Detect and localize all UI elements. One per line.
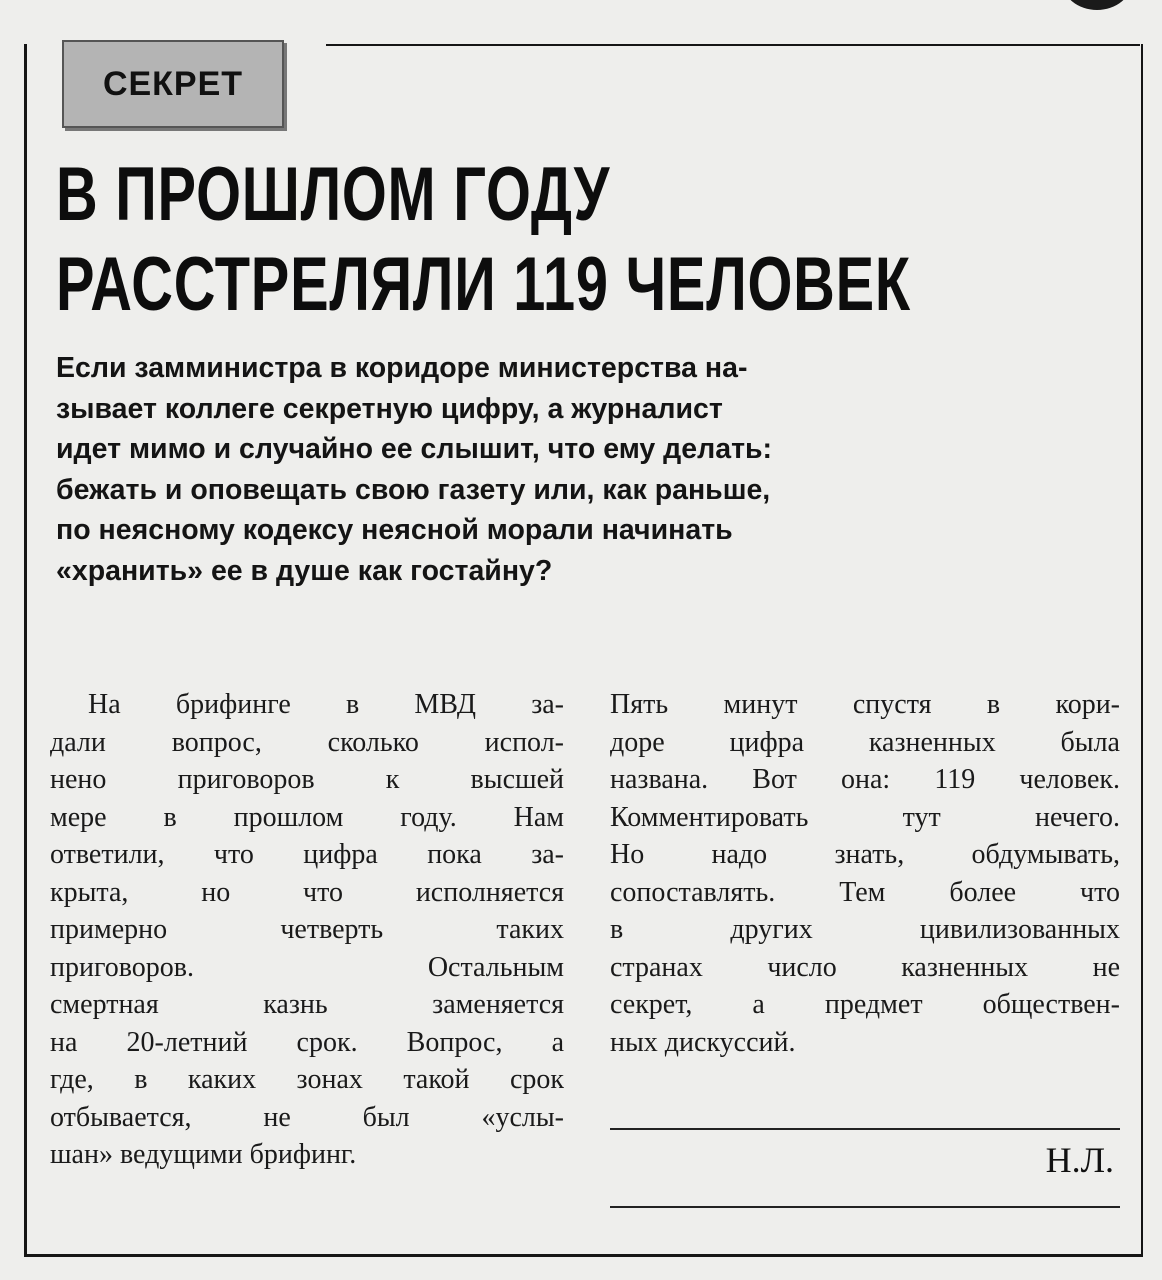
body-line: ответили, что цифра пока за- — [50, 839, 564, 870]
rubric-label: СЕКРЕТ — [102, 64, 244, 103]
body-line: Но надо знать, обдумывать, — [610, 839, 1120, 870]
lead-line: «хранить» ее в душе как гостайну? — [56, 554, 553, 587]
lead-line: идет мимо и случайно ее слышит, что ему делать: — [56, 433, 773, 465]
lead-line: зывает коллеге секретную цифру, а журналист — [56, 392, 723, 425]
article-headline — [56, 150, 911, 330]
body-line: шан» ведущими брифинг. — [50, 1139, 357, 1170]
body-line: в других цивилизованных — [610, 914, 1120, 945]
author-signature: Н.Л. — [1045, 1140, 1114, 1180]
body-line: доре цифра казненных была — [610, 726, 1120, 758]
lead-line: Если замминистра в коридоре министерства на- — [56, 352, 748, 384]
body-line: странах число казненных не — [610, 951, 1120, 983]
rubric-badge — [62, 40, 284, 128]
body-line: отбывается, не был «услы- — [50, 1101, 564, 1133]
body-line: на 20-летний срок. Вопрос, а — [50, 1026, 564, 1058]
article-lead — [56, 348, 1120, 591]
body-line: ных дискуссий. — [610, 1026, 796, 1058]
lead-line: бежать и оповещать свою газету или, как раньше, — [56, 473, 771, 506]
lead-line: по неясному кодексу неясной морали начинать — [56, 514, 733, 546]
body-column-right — [610, 686, 1120, 1061]
frame-top-rule — [326, 44, 1140, 46]
body-line: Комментировать тут нечего. — [610, 801, 1120, 833]
corner-ink-blot — [1062, 0, 1132, 10]
body-line: нено приговоров к высшей — [50, 764, 564, 795]
body-line: секрет, а предмет обществен- — [610, 989, 1120, 1020]
body-line: названа. Вот она: 119 человек. — [610, 764, 1120, 795]
body-line: смертная казнь заменяется — [50, 989, 564, 1020]
body-line: Пять минут спустя в кори- — [610, 689, 1120, 720]
body-column-left — [50, 686, 564, 1174]
body-line: где, в каких зонах такой срок — [50, 1064, 564, 1095]
signature-rule-bottom — [610, 1206, 1120, 1208]
body-line: крыта, но что исполняется — [50, 876, 564, 908]
body-line: мере в прошлом году. Нам — [50, 801, 564, 833]
headline-line: РАССТРЕЛЯЛИ 119 ЧЕЛОВЕК — [56, 242, 911, 327]
body-line: сопоставлять. Тем более что — [610, 876, 1120, 908]
signature-rule-top — [610, 1128, 1120, 1130]
body-line: приговоров. Остальным — [50, 951, 564, 983]
headline-line: В ПРОШЛОМ ГОДУ — [56, 152, 611, 237]
body-line: примерно четверть таких — [50, 914, 564, 945]
body-line: На брифинге в МВД за- — [88, 689, 564, 720]
body-line: дали вопрос, сколько испол- — [50, 726, 564, 758]
